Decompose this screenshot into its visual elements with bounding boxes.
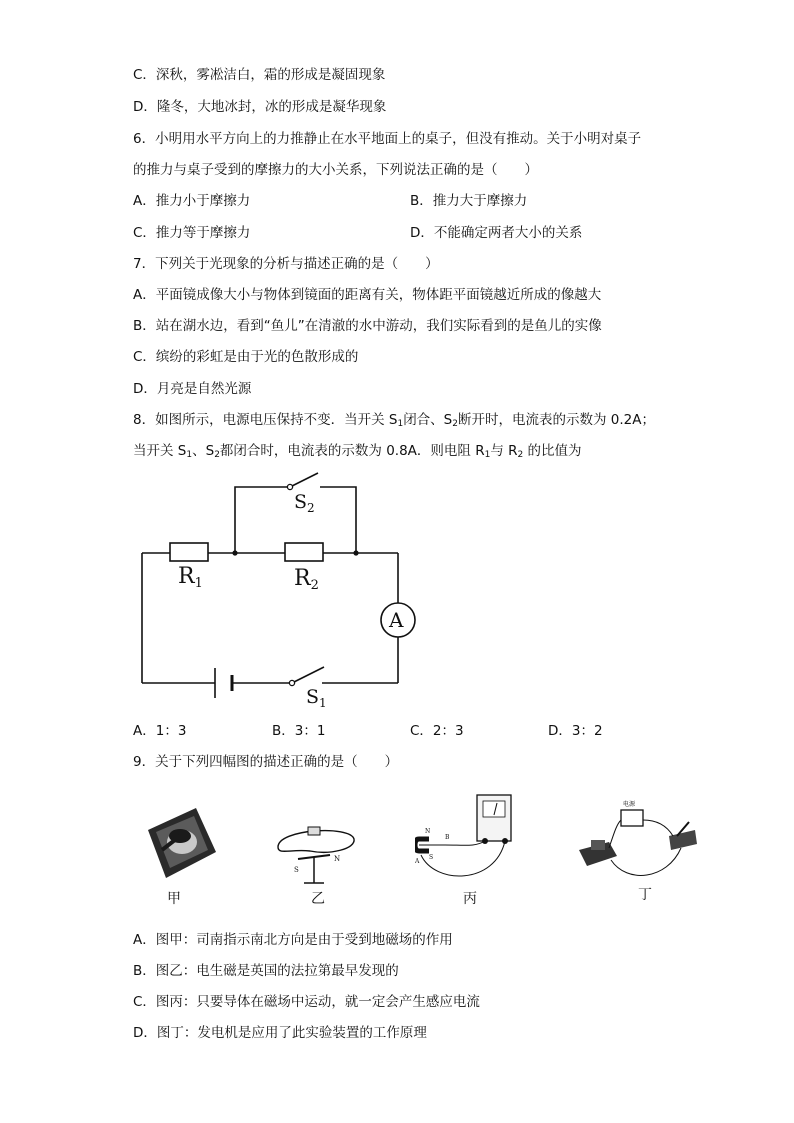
magnet-block [591,840,605,850]
bypass-wire-left [235,487,290,553]
subscript: 2 [452,419,458,429]
subscript: 1 [397,419,404,429]
resistor-r2 [285,543,323,561]
figure-bing-induction [415,793,525,888]
label-power: 电源 [623,801,636,808]
subscript: 2 [214,450,220,460]
q8-stem-line2 [133,442,582,464]
lead-wire [421,841,505,876]
q6-option-a: A．推力小于摩擦力 [133,193,251,209]
q7-stem: 7．下列关于光现象的分析与描述正确的是（ ） [133,256,439,272]
junction-dot [353,550,358,555]
q8-text: 的比值为 [523,443,582,459]
label-n: N [425,828,431,835]
circuit-diagram [130,465,430,710]
switch-s2-blade [290,473,318,487]
subscript: 2 [517,450,524,460]
q7-option-a: A．平面镜成像大小与物体到镜面的距离有关，物体距平面镜越近所成的像越大 [133,287,602,303]
q8-text: 断开时，电流表的示数为 0.2A； [458,412,655,428]
q6-option-c: C．推力等于摩擦力 [133,225,251,241]
q8-text: 当开关 S [133,443,187,459]
label-s1: $S_1$ [306,686,327,710]
figure-ding-apparatus [577,800,699,885]
switch-s1-contact [289,680,294,685]
caption-yi: 乙 [311,891,325,907]
q8-text: 与 R [490,443,518,459]
label-r2: R2 [294,566,319,593]
wire [643,820,673,836]
q8-stem-line1 [133,411,655,433]
q9-option-b: B．图乙：电生磁是英国的法拉第最早发现的 [133,963,399,979]
q8-option-d: D．3：2 [548,723,603,739]
q6-option-d: D．不能确定两者大小的关系 [410,225,583,241]
battery-icon [308,827,320,835]
q6-option-b: B．推力大于摩擦力 [410,193,528,209]
bypass-wire-right [320,487,356,553]
q8-text: 都闭合时，电流表的示数为 0.8A．则电阻 R [219,443,485,459]
wire [611,848,681,875]
q5-option-c: C．深秋，雾凇洁白，霜的形成是凝固现象 [133,67,386,83]
wire [609,820,621,848]
q8-text: 、S [192,443,215,459]
label-b: B [445,834,450,841]
q8-text: 闭合、S [403,412,453,428]
caption-bing: 丙 [463,891,477,907]
label-s: S [429,854,434,861]
q8-option-b: B．3：1 [272,723,326,739]
q8-option-c: C．2：3 [410,723,464,739]
resistor-r1 [170,543,208,561]
q7-option-b: B．站在湖水边，看到“鱼儿”在清澈的水中游动，我们实际看到的是鱼儿的实像 [133,318,602,334]
switch-base [669,830,697,850]
q9-option-d: D．图丁：发电机是应用了此实验装置的工作原理 [133,1025,427,1041]
switch-s2-contact [287,484,292,489]
subscript: 1 [186,450,193,460]
label-a: A [415,858,420,865]
label-s: S [294,866,299,874]
junction-dot [232,550,237,555]
q5-option-d: D．隆冬，大地冰封，冰的形成是凝华现象 [133,99,387,115]
label-ammeter: A [389,608,404,632]
q6-stem-line2: 的推力与桌子受到的摩擦力的大小关系，下列说法正确的是（ ） [133,162,538,178]
q7-option-d: D．月亮是自然光源 [133,381,252,397]
q8-option-a: A．1：3 [133,723,187,739]
q7-option-c: C．缤纷的彩虹是由于光的色散形成的 [133,349,359,365]
figure-jia-sinan [138,800,218,884]
caption-jia: 甲 [167,891,181,907]
q9-option-a: A．图甲：司南指示南北方向是由于受到地磁场的作用 [133,932,453,948]
q6-stem-line1: 6．小明用水平方向上的力推静止在水平地面上的桌子，但没有推动。关于小明对桌子 [133,131,642,147]
label-n: N [334,855,341,863]
figure-yi-oersted [270,825,360,895]
q9-option-c: C．图丙：只要导体在磁场中运动，就一定会产生感应电流 [133,994,480,1010]
switch-s1-blade [292,667,324,683]
q8-text: 8．如图所示，电源电压保持不变．当开关 S [133,412,398,428]
caption-ding: 丁 [638,887,652,903]
subscript: 1 [484,450,491,460]
label-r1: R1 [178,564,203,591]
q9-stem: 9．关于下列四幅图的描述正确的是（ ） [133,754,399,770]
label-s2: $S_2$ [294,491,315,515]
power-box [621,810,643,826]
